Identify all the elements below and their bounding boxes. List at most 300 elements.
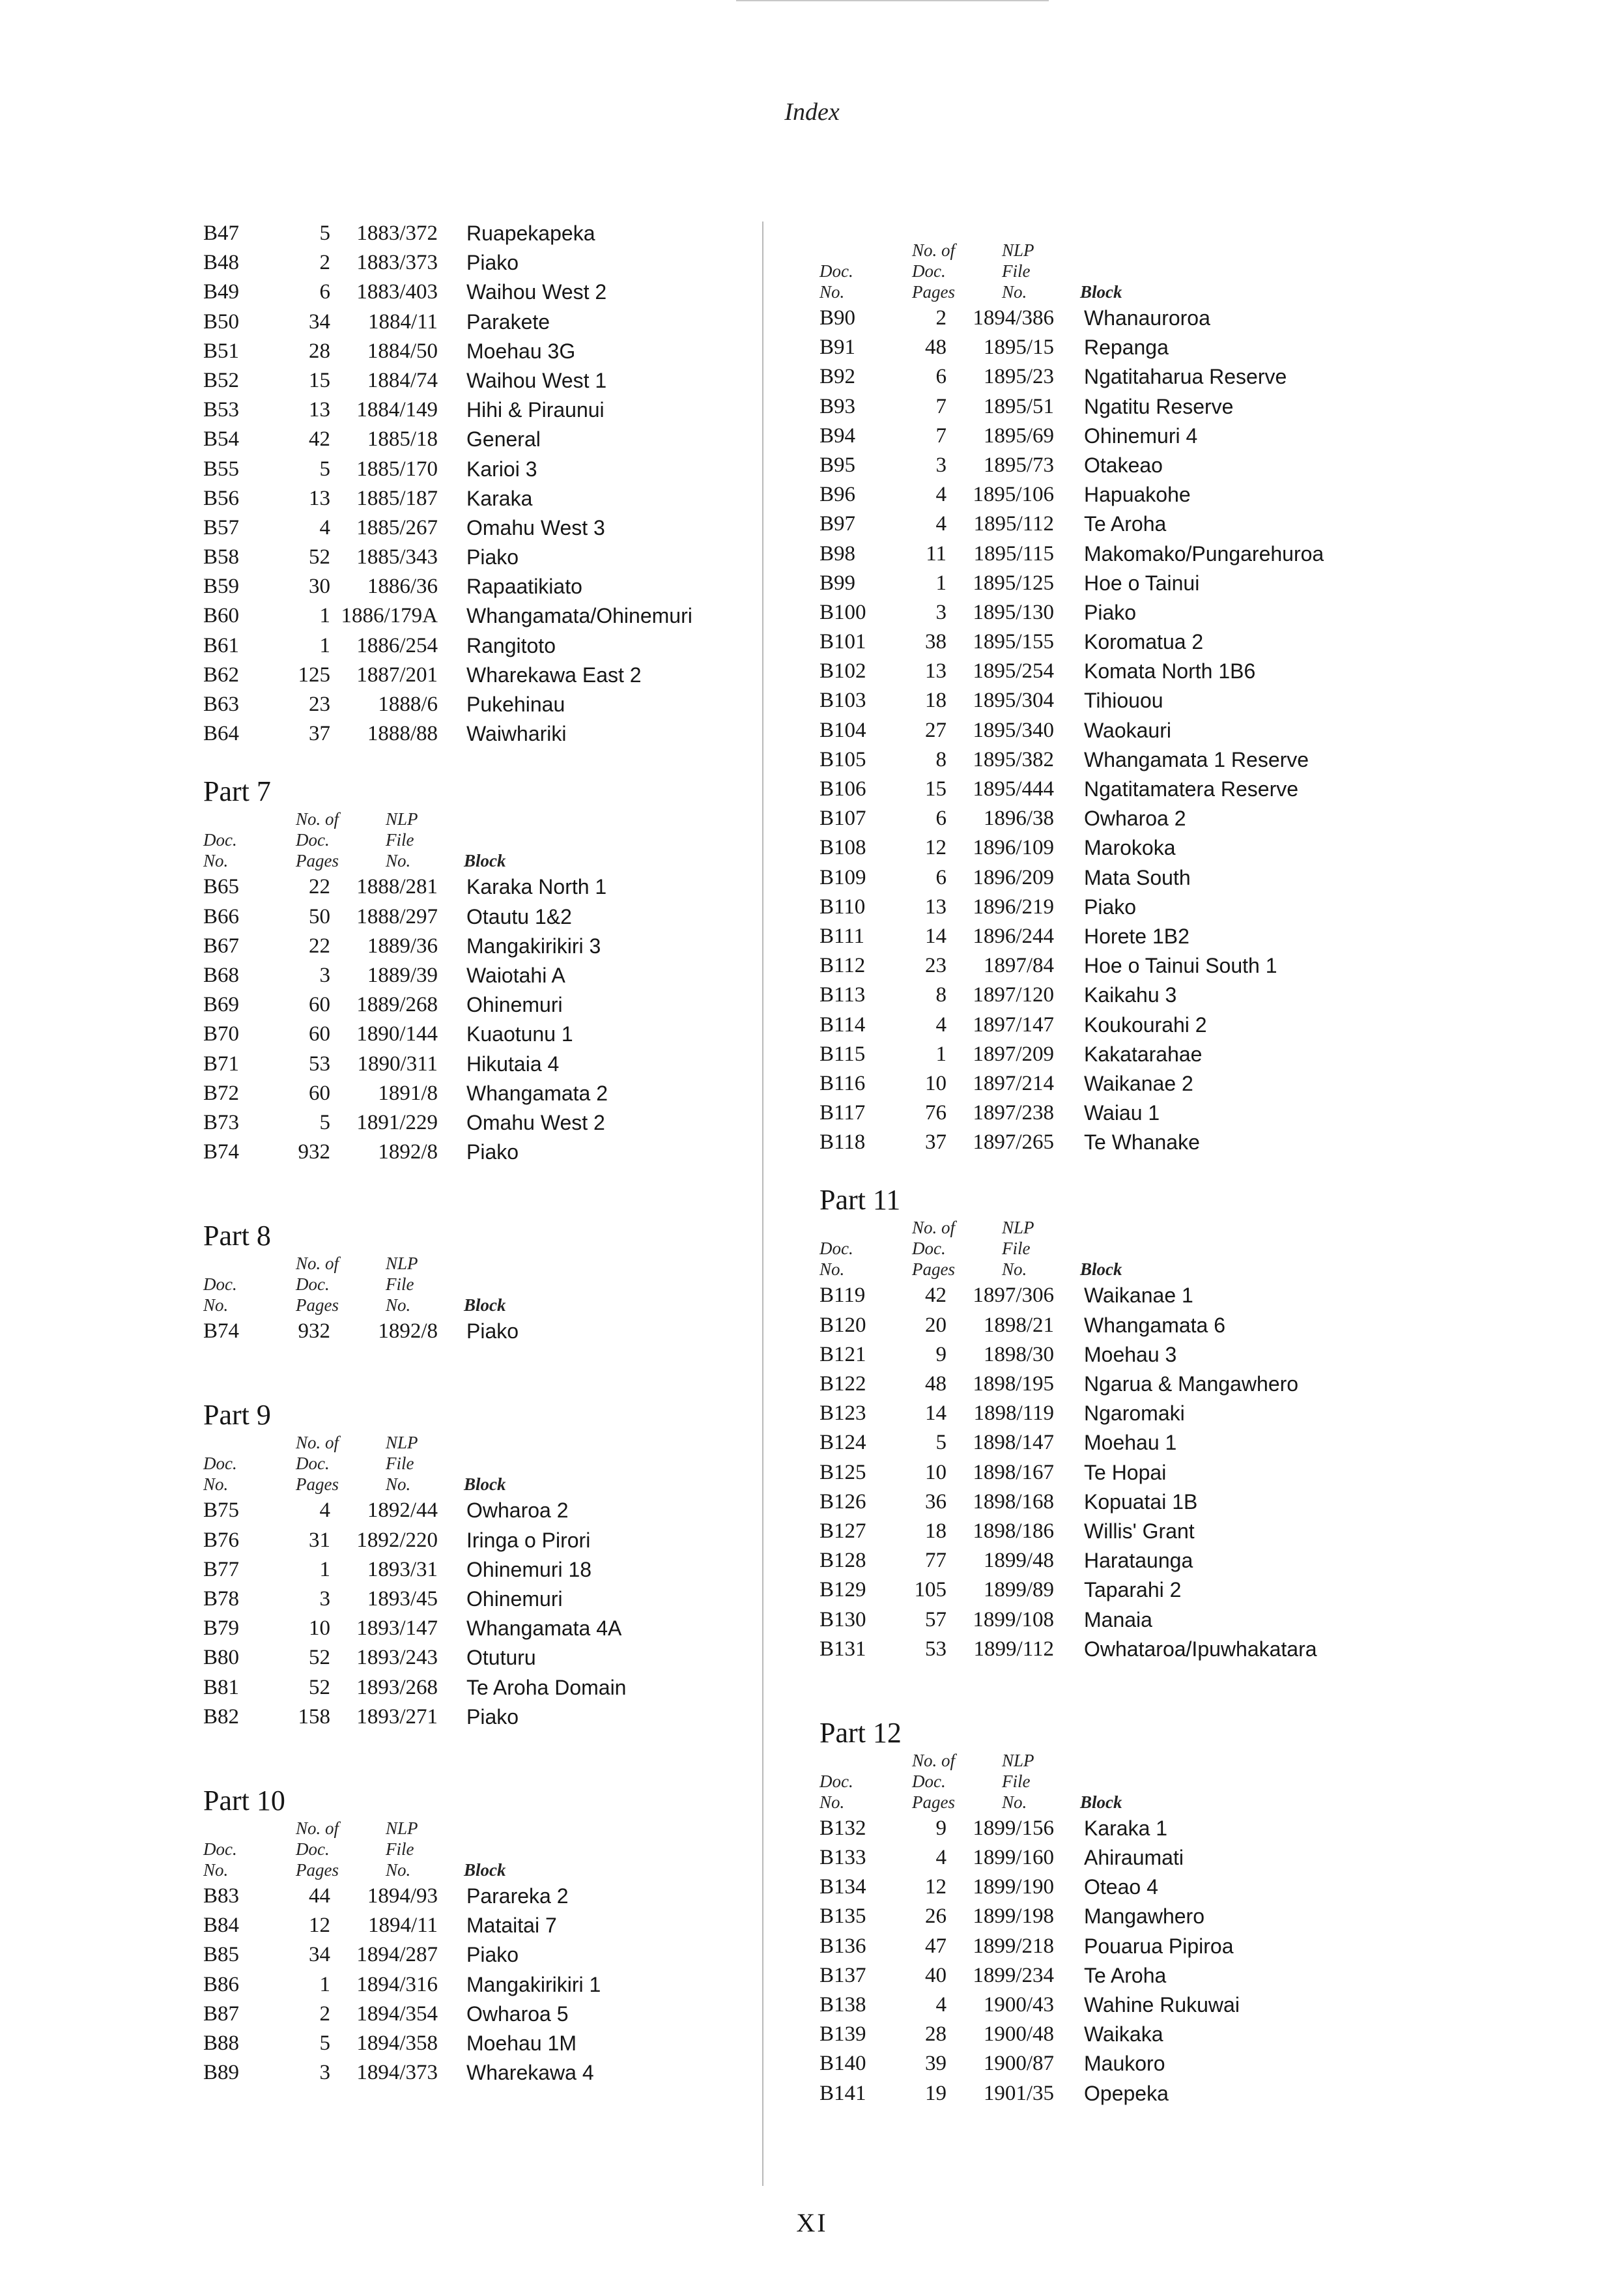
table-row [203,1526,744,1555]
table-row [203,513,744,543]
page-count: 3 [319,1587,330,1611]
block-name: Waihou West 1 [466,368,607,392]
page-count: 76 [925,1101,947,1125]
nlp-file-number: 1885/187 [356,486,438,510]
page-count: 6 [935,807,947,831]
col-header-nlp-line: No. [1002,1792,1027,1812]
nlp-file-number: 1890/311 [357,1052,438,1076]
table-row [819,1961,1419,1990]
table-row [819,922,1419,951]
nlp-file-number: 1893/147 [356,1616,438,1641]
nlp-file-number: 1896/209 [973,865,1054,889]
table-row [819,1546,1419,1575]
doc-number: B57 [203,515,240,539]
col-header-pages-line: Doc. [296,1454,330,1474]
table-row [203,631,744,661]
nlp-file-number: 1892/220 [356,1528,438,1552]
col-header-pages-line: Pages [296,1474,339,1495]
nlp-file-number: 1886/179A [341,604,438,628]
col-header-doc-no [203,829,237,871]
page-count: 14 [925,1401,947,1426]
block-name: Moehau 1M [466,2031,577,2055]
col-header-pages-line: No. of [296,1254,339,1274]
part-table [203,1882,744,2088]
page-count: 28 [309,339,330,363]
table-row [203,1020,744,1049]
doc-number: B73 [203,1110,240,1134]
nlp-file-number: 1898/167 [973,1460,1054,1484]
section-spacer [203,1732,744,1758]
doc-number: B93 [819,394,856,418]
page-count: 3 [319,963,330,987]
right-parts [819,1183,1419,2108]
doc-number: B137 [819,1963,866,1987]
block-name: Komata North 1B6 [1084,659,1256,683]
block-name: Repanga [1084,336,1169,360]
page-count: 50 [309,904,330,928]
nlp-file-number: 1893/268 [356,1675,438,1699]
part-title: Part 12 [819,1716,902,1749]
table-row [203,455,744,484]
nlp-file-number: 1894/93 [367,1884,438,1908]
page-count: 23 [925,954,947,978]
col-header-nlp-line: NLP [1002,1750,1034,1770]
block-name: Waihou West 2 [466,280,607,304]
page-number: XI [796,2208,828,2237]
doc-number: B97 [819,512,856,536]
table-row [203,395,744,425]
table-row [819,1281,1419,1310]
doc-number: B60 [203,604,240,628]
block-name: Oteao 4 [1084,1875,1158,1899]
nlp-file-number: 1895/304 [973,689,1054,713]
doc-number: B92 [819,365,856,389]
page-count: 34 [309,309,330,334]
block-name: Kaikahu 3 [1084,983,1177,1007]
table-row [203,219,744,248]
col-header-pages-line: Doc. [296,1839,330,1859]
doc-number: B111 [819,924,865,948]
block-name: Whangamata 2 [466,1081,608,1105]
doc-number: B76 [203,1528,240,1552]
nlp-file-number: 1892/8 [378,1140,438,1164]
table-row [203,1614,744,1643]
col-header-doc-no [203,1839,237,1880]
block-name: General [466,427,541,452]
right-column [819,219,1419,2108]
block-name: Parakete [466,309,550,334]
page-count: 2 [319,251,330,275]
nlp-file-number: 1894/358 [356,2031,438,2055]
table-row [203,337,744,366]
block-name: Waikanae 2 [1084,1071,1193,1095]
col-header-nlp-line: NLP [1002,240,1034,260]
nlp-file-number: 1898/168 [973,1489,1054,1514]
page-count: 3 [935,600,947,624]
block-name: Whangamata/Ohinemuri [466,604,692,628]
doc-number: B130 [819,1607,866,1631]
doc-number: B56 [203,486,240,510]
table-row [203,484,744,513]
col-header-pages [296,809,339,871]
block-name: Te Aroha [1084,1963,1167,1987]
block-name: Mangakirikiri 3 [466,934,601,958]
page-count: 30 [309,575,330,599]
table-row [203,425,744,454]
doc-number: B104 [819,718,866,742]
col-header-doc-line: Doc. [819,261,853,281]
doc-number: B99 [819,571,856,595]
table-row [203,1643,744,1673]
table-row [819,1069,1419,1098]
table-row [819,333,1419,362]
table-row [819,1932,1419,1961]
nlp-file-number: 1885/267 [356,515,438,539]
table-row [203,1496,744,1525]
section-spacer [203,1167,744,1193]
section-spacer [203,1346,744,1372]
nlp-file-number: 1899/48 [983,1549,1054,1573]
page-count: 42 [309,427,330,452]
page-count: 53 [309,1052,330,1076]
nlp-file-number: 1896/38 [983,807,1054,831]
table-row [819,2079,1419,2108]
block-name: Ngatitu Reserve [1084,394,1234,418]
nlp-file-number: 1897/84 [983,954,1054,978]
col-header-nlp-line: NLP [1002,1218,1034,1238]
col-header-nlp-file [386,809,418,871]
doc-number: B112 [819,954,866,978]
col-header-nlp-line: No. [386,1295,411,1315]
page-count: 4 [319,515,330,539]
col-header-doc-line: No. [819,282,845,302]
page-count: 77 [925,1549,947,1573]
doc-number: B118 [819,1130,866,1155]
col-header-nlp-line: No. [1002,282,1027,302]
doc-number: B48 [203,251,240,275]
page-count: 12 [309,1914,330,1938]
page-count: 18 [925,1519,947,1543]
col-header-doc-line: Doc. [203,1839,237,1859]
col-header-block: Block [464,1295,506,1315]
table-row [819,1458,1419,1487]
block-name: Piako [466,1943,519,1967]
nlp-file-number: 1889/268 [356,993,438,1017]
block-name: Omahu West 2 [466,1110,605,1134]
page-count: 15 [925,777,947,801]
part-section [203,1732,744,2088]
block-name: Te Aroha [1084,512,1167,536]
col-header-doc-line: No. [819,1259,845,1280]
table-row [819,1873,1419,1902]
table-row [203,690,744,719]
page-count: 36 [925,1489,947,1514]
doc-number: B116 [819,1071,866,1095]
nlp-file-number: 1893/45 [367,1587,438,1611]
col-header-pages-line: No. of [912,1750,956,1770]
column-headers [203,1818,744,1882]
doc-number: B110 [819,895,866,919]
nlp-file-number: 1895/444 [973,777,1054,801]
doc-number: B55 [203,457,240,481]
part-section [203,1346,744,1732]
block-name: Waikanae 1 [1084,1284,1193,1308]
column-headers [203,1433,744,1496]
table-row [819,422,1419,451]
table-row [203,1317,744,1346]
doc-number: B82 [203,1704,240,1729]
block-name: Pukehinau [466,693,565,716]
doc-number: B141 [819,2081,866,2105]
page-count: 60 [309,1081,330,1105]
table-row [203,1108,744,1138]
col-header-block: Block [464,1474,506,1495]
table-row [203,1970,744,2000]
page-count: 47 [925,1934,947,1958]
doc-number: B89 [203,2061,240,2085]
table-row [203,1555,744,1585]
block-name: Hapuakohe [1084,483,1191,507]
doc-number: B139 [819,2022,866,2046]
page-count: 8 [935,747,947,771]
nlp-file-number: 1895/155 [973,630,1054,654]
table-row [819,539,1419,569]
doc-number: B65 [203,875,240,899]
doc-number: B59 [203,575,240,599]
block-name: Waiwhariki [466,722,567,746]
table-row [819,569,1419,598]
page-count: 60 [309,1022,330,1046]
nlp-file-number: 1899/234 [973,1963,1054,1987]
col-header-doc-no [819,1238,853,1280]
doc-number: B121 [819,1342,866,1366]
table-row [819,480,1419,510]
block-name: Opepeka [1084,2081,1169,2105]
nlp-file-number: 1895/112 [973,512,1054,536]
block-name: Manaia [1084,1607,1152,1631]
block-name: Owharoa 2 [1084,807,1186,831]
block-name: Ohinemuri [466,993,563,1017]
col-header-pages [912,1217,955,1280]
col-header-block: Block [464,1859,506,1880]
block-name: Kakatarahae [1084,1042,1203,1066]
nlp-file-number: 1883/373 [356,251,438,275]
page-count: 52 [309,545,330,569]
table-row [203,872,744,902]
col-header-pages-line: Doc. [912,1239,946,1259]
doc-number: B81 [203,1675,240,1699]
col-header-pages-line: Pages [296,1295,339,1315]
page-count: 10 [925,1071,947,1095]
table-row [203,961,744,990]
doc-number: B72 [203,1081,240,1105]
table-row [819,1487,1419,1517]
page-count: 44 [309,1884,330,1908]
column-headers [819,1218,1419,1281]
doc-number: B108 [819,836,866,860]
block-name: Piako [1084,600,1137,624]
block-name: Waokauri [1084,718,1171,742]
col-header-block: Block [1080,1259,1122,1280]
nlp-file-number: 1887/201 [356,663,438,687]
block-name: Piako [466,1140,519,1164]
nlp-file-number: 1888/281 [356,875,438,899]
doc-number: B114 [819,1012,866,1037]
doc-number: B136 [819,1934,866,1958]
doc-number: B131 [819,1637,866,1661]
table-row [819,657,1419,686]
block-name: Piako [466,251,519,275]
block-name: Waiotahi A [466,963,565,987]
col-header-doc-line: Doc. [203,1454,237,1474]
page-count: 8 [935,983,947,1007]
part-title: Part 8 [203,1220,271,1252]
table-row [819,510,1419,539]
nlp-file-number: 1895/51 [983,394,1054,418]
doc-number: B74 [203,1319,240,1343]
doc-number: B80 [203,1646,240,1670]
doc-number: B123 [819,1401,866,1426]
part-section [203,1167,744,1346]
block-name: Ngarua & Mangawhero [1084,1372,1299,1396]
table-row [819,1399,1419,1428]
col-header-doc-line: Doc. [203,830,237,850]
block-name: Karaka [466,486,533,510]
block-name: Whangamata 1 Reserve [1084,747,1309,771]
table-row [819,392,1419,422]
col-header-pages-line: No. of [296,1433,339,1453]
nlp-file-number: 1897/306 [973,1284,1054,1308]
col-header-pages-line: No. of [296,1818,339,1838]
page-count: 37 [309,722,330,746]
doc-number: B126 [819,1489,866,1514]
part-table [819,1814,1419,2108]
nlp-file-number: 1891/8 [378,1081,438,1105]
page-count: 40 [925,1963,947,1987]
page-count: 23 [309,693,330,716]
nlp-file-number: 1899/218 [973,1934,1054,1958]
page-count: 7 [935,424,947,448]
column-divider [762,222,763,2186]
doc-number: B53 [203,398,240,422]
block-name: Omahu West 3 [466,515,605,539]
doc-number: B66 [203,904,240,928]
page-count: 34 [309,1943,330,1967]
col-header-pages-line: Pages [296,1859,339,1880]
nlp-file-number: 1899/198 [973,1904,1054,1929]
block-name: Marokoka [1084,836,1176,860]
page-count: 5 [319,222,330,245]
nlp-file-number: 1895/254 [973,659,1054,683]
col-header-doc-line: No. [819,1792,845,1812]
block-name: Waikaka [1084,2022,1163,2046]
page-count: 4 [319,1499,330,1523]
page-count: 2 [319,2002,330,2026]
doc-number: B103 [819,689,866,713]
table-row [203,990,744,1020]
block-name: Makomako/Pungarehuroa [1084,541,1324,566]
block-name: Maukoro [1084,2052,1165,2076]
page-count: 18 [925,689,947,713]
table-row [203,1702,744,1732]
table-row [819,745,1419,775]
nlp-file-number: 1899/190 [973,1875,1054,1899]
table-row [819,1814,1419,1843]
nlp-file-number: 1895/106 [973,483,1054,507]
right-intro-column-headers [819,219,1419,304]
page-count: 26 [925,1904,947,1929]
block-name: Moehau 3G [466,339,576,363]
doc-number: B68 [203,963,240,987]
col-header-nlp-file [1002,240,1034,302]
table-row [203,1585,744,1614]
page-count: 13 [925,895,947,919]
block-name: Piako [466,1319,519,1343]
page-count: 2 [935,306,947,330]
page-count: 4 [935,1846,947,1870]
page-count: 48 [925,1372,947,1396]
block-name: Otautu 1&2 [466,904,572,928]
col-header-pages-line: No. of [912,240,956,260]
table-row [203,248,744,278]
doc-number: B91 [819,336,856,360]
col-header-pages [296,1818,339,1880]
table-row [819,1990,1419,2020]
table-row [203,1673,744,1702]
col-header-pages-line: No. of [912,1218,956,1238]
col-header-nlp-line: File [1002,1771,1031,1791]
table-row [203,661,744,690]
doc-number: B67 [203,934,240,958]
table-row [819,833,1419,863]
table-row [819,775,1419,804]
column-headers [819,1750,1419,1814]
table-row [819,1098,1419,1128]
doc-number: B61 [203,633,240,657]
nlp-file-number: 1899/89 [983,1578,1054,1602]
page-count: 932 [298,1319,330,1343]
part-title: Part 9 [203,1399,271,1431]
col-header-nlp-line: No. [386,1859,411,1880]
page-count: 3 [935,453,947,477]
page-count: 57 [925,1607,947,1631]
col-header-nlp-line: No. [386,1474,411,1495]
page-count: 52 [309,1675,330,1699]
block-name: Horete 1B2 [1084,924,1190,948]
doc-number: B50 [203,309,240,334]
page-count: 4 [935,1012,947,1037]
block-name: Ohinemuri 18 [466,1557,592,1581]
page-count: 5 [319,457,330,481]
page-count: 6 [935,865,947,889]
page-count: 10 [309,1616,330,1641]
doc-number: B122 [819,1372,866,1396]
block-name: Ruapekapeka [466,222,595,245]
table-row [819,598,1419,627]
col-header-doc-line: Doc. [819,1239,853,1259]
col-header-nlp-line: No. [386,851,411,871]
nlp-file-number: 1899/112 [973,1637,1054,1661]
doc-number: B133 [819,1846,866,1870]
nlp-file-number: 1896/109 [973,836,1054,860]
col-header-nlp-line: File [386,1454,414,1474]
block-name: Te Whanake [1084,1130,1200,1155]
col-header-pages [296,1253,339,1315]
col-header-nlp-file [1002,1217,1034,1280]
table-row [819,716,1419,745]
block-name: Whanauroroa [1084,306,1210,330]
block-name: Moehau 1 [1084,1431,1177,1455]
